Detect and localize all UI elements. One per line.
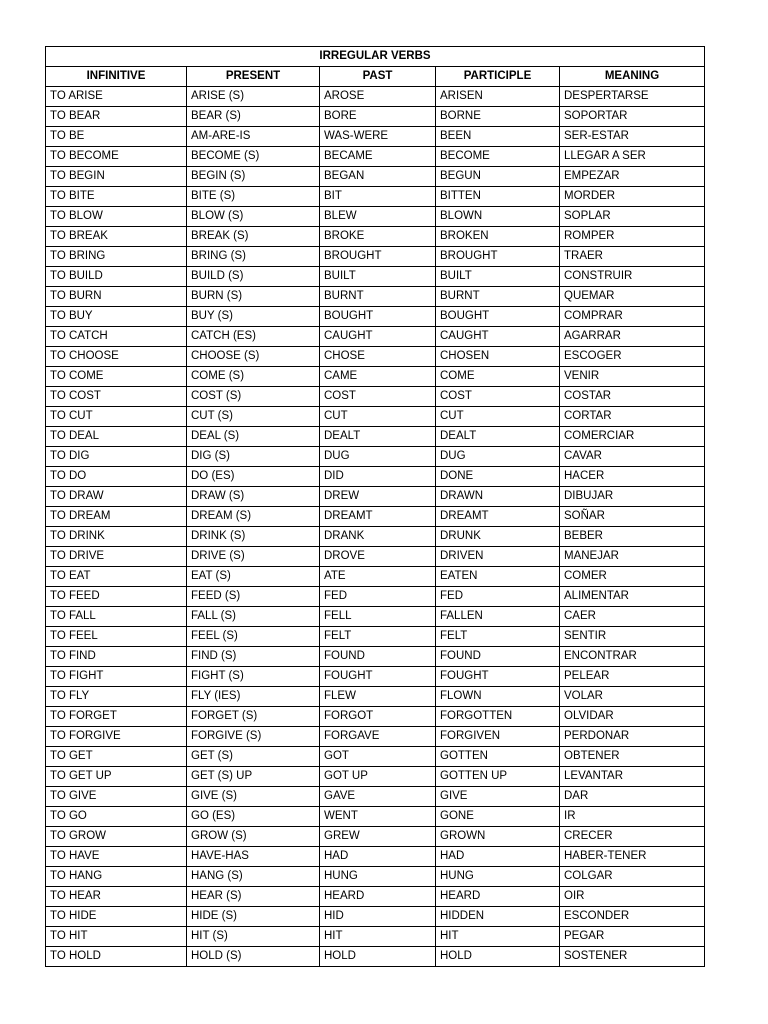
table-row [46,507,705,527]
participle-cell: FLOWN [436,687,560,707]
participle-cell: DRAWN [436,487,560,507]
infinitive-cell: TO GET [46,747,187,767]
participle-cell: HIT [436,927,560,947]
present-cell: FEED (S) [187,587,320,607]
present-cell: BITE (S) [187,187,320,207]
table-row [46,167,705,187]
infinitive-cell: TO BUILD [46,267,187,287]
past-cell: AROSE [320,87,436,107]
table-row [46,567,705,587]
participle-cell: CHOSEN [436,347,560,367]
infinitive-cell: TO GROW [46,827,187,847]
table-row [46,827,705,847]
past-cell: FELT [320,627,436,647]
participle-cell: DEALT [436,427,560,447]
present-cell: FALL (S) [187,607,320,627]
past-cell: BEGAN [320,167,436,187]
infinitive-cell: TO DEAL [46,427,187,447]
infinitive-cell: TO GIVE [46,787,187,807]
participle-cell: FORGIVEN [436,727,560,747]
meaning-cell: PERDONAR [560,727,705,747]
meaning-cell: LEVANTAR [560,767,705,787]
meaning-cell: TRAER [560,247,705,267]
present-cell: BLOW (S) [187,207,320,227]
table-row [46,187,705,207]
table-row [46,807,705,827]
present-cell: BREAK (S) [187,227,320,247]
participle-cell: GOTTEN UP [436,767,560,787]
present-cell: CUT (S) [187,407,320,427]
present-cell: BEAR (S) [187,107,320,127]
present-cell: CHOOSE (S) [187,347,320,367]
meaning-cell: CAER [560,607,705,627]
past-cell: GOT [320,747,436,767]
past-cell: FED [320,587,436,607]
meaning-cell: COLGAR [560,867,705,887]
column-header-present: PRESENT [187,67,320,87]
past-cell: BIT [320,187,436,207]
participle-cell: BEEN [436,127,560,147]
past-cell: COST [320,387,436,407]
infinitive-cell: TO COST [46,387,187,407]
past-cell: CAME [320,367,436,387]
infinitive-cell: TO BRING [46,247,187,267]
infinitive-cell: TO BEAR [46,107,187,127]
past-cell: BUILT [320,267,436,287]
table-row [46,887,705,907]
infinitive-cell: TO HAVE [46,847,187,867]
header-row [46,67,705,87]
table-row [46,447,705,467]
present-cell: BEGIN (S) [187,167,320,187]
meaning-cell: SOPORTAR [560,107,705,127]
meaning-cell: MANEJAR [560,547,705,567]
participle-cell: HAD [436,847,560,867]
past-cell: HOLD [320,947,436,967]
meaning-cell: COMERCIAR [560,427,705,447]
table-row [46,407,705,427]
meaning-cell: ESCONDER [560,907,705,927]
table-row [46,647,705,667]
past-cell: DRANK [320,527,436,547]
table-row [46,467,705,487]
past-cell: GOT UP [320,767,436,787]
meaning-cell: ALIMENTAR [560,587,705,607]
meaning-cell: PELEAR [560,667,705,687]
present-cell: CATCH (ES) [187,327,320,347]
table-row [46,327,705,347]
past-cell: CAUGHT [320,327,436,347]
meaning-cell: DAR [560,787,705,807]
table-title: IRREGULAR VERBS [46,47,705,67]
infinitive-cell: TO HIDE [46,907,187,927]
participle-cell: FELT [436,627,560,647]
present-cell: FLY (IES) [187,687,320,707]
past-cell: WENT [320,807,436,827]
past-cell: BORE [320,107,436,127]
participle-cell: BROUGHT [436,247,560,267]
column-header-infinitive: INFINITIVE [46,67,187,87]
past-cell: FOUGHT [320,667,436,687]
participle-cell: GONE [436,807,560,827]
participle-cell: BORNE [436,107,560,127]
participle-cell: DRIVEN [436,547,560,567]
past-cell: WAS-WERE [320,127,436,147]
infinitive-cell: TO FIGHT [46,667,187,687]
table-row [46,267,705,287]
table-row [46,627,705,647]
participle-cell: GIVE [436,787,560,807]
present-cell: HEAR (S) [187,887,320,907]
participle-cell: EATEN [436,567,560,587]
infinitive-cell: TO DREAM [46,507,187,527]
meaning-cell: IR [560,807,705,827]
table-row [46,367,705,387]
past-cell: BROUGHT [320,247,436,267]
present-cell: GET (S) UP [187,767,320,787]
table-row [46,87,705,107]
table-row [46,107,705,127]
present-cell: FORGIVE (S) [187,727,320,747]
meaning-cell: SOÑAR [560,507,705,527]
present-cell: BRING (S) [187,247,320,267]
table-row [46,307,705,327]
participle-cell: BROKEN [436,227,560,247]
infinitive-cell: TO GET UP [46,767,187,787]
past-cell: DREAMT [320,507,436,527]
participle-cell: HUNG [436,867,560,887]
table-row [46,527,705,547]
present-cell: AM-ARE-IS [187,127,320,147]
column-header-meaning: MEANING [560,67,705,87]
meaning-cell: AGARRAR [560,327,705,347]
present-cell: FIND (S) [187,647,320,667]
present-cell: COST (S) [187,387,320,407]
meaning-cell: OBTENER [560,747,705,767]
meaning-cell: PEGAR [560,927,705,947]
meaning-cell: HACER [560,467,705,487]
past-cell: FORGOT [320,707,436,727]
meaning-cell: SOSTENER [560,947,705,967]
past-cell: FORGAVE [320,727,436,747]
table-row [46,687,705,707]
infinitive-cell: TO BUY [46,307,187,327]
meaning-cell: SENTIR [560,627,705,647]
table-row [46,747,705,767]
column-header-past: PAST [320,67,436,87]
meaning-cell: LLEGAR A SER [560,147,705,167]
infinitive-cell: TO GO [46,807,187,827]
table-row [46,867,705,887]
present-cell: GO (ES) [187,807,320,827]
past-cell: HIT [320,927,436,947]
table-row [46,207,705,227]
participle-cell: DONE [436,467,560,487]
present-cell: DRIVE (S) [187,547,320,567]
participle-cell: HOLD [436,947,560,967]
past-cell: FLEW [320,687,436,707]
table-row [46,587,705,607]
infinitive-cell: TO HEAR [46,887,187,907]
participle-cell: BEGUN [436,167,560,187]
irregular-verbs-table [45,46,705,967]
participle-cell: BLOWN [436,207,560,227]
participle-cell: FOUND [436,647,560,667]
present-cell: DIG (S) [187,447,320,467]
meaning-cell: CORTAR [560,407,705,427]
present-cell: GET (S) [187,747,320,767]
meaning-cell: COMER [560,567,705,587]
meaning-cell: ESCOGER [560,347,705,367]
table-row [46,787,705,807]
participle-cell: FORGOTTEN [436,707,560,727]
meaning-cell: DESPERTARSE [560,87,705,107]
infinitive-cell: TO CUT [46,407,187,427]
present-cell: BUILD (S) [187,267,320,287]
past-cell: ATE [320,567,436,587]
present-cell: DEAL (S) [187,427,320,447]
past-cell: BURNT [320,287,436,307]
table-row [46,487,705,507]
past-cell: DEALT [320,427,436,447]
past-cell: DID [320,467,436,487]
meaning-cell: CONSTRUIR [560,267,705,287]
meaning-cell: MORDER [560,187,705,207]
participle-cell: CAUGHT [436,327,560,347]
table-row [46,847,705,867]
infinitive-cell: TO DO [46,467,187,487]
past-cell: HID [320,907,436,927]
participle-cell: GROWN [436,827,560,847]
meaning-cell: SER-ESTAR [560,127,705,147]
infinitive-cell: TO FORGIVE [46,727,187,747]
table-row [46,227,705,247]
past-cell: DREW [320,487,436,507]
infinitive-cell: TO HOLD [46,947,187,967]
infinitive-cell: TO BLOW [46,207,187,227]
participle-cell: CUT [436,407,560,427]
infinitive-cell: TO HIT [46,927,187,947]
column-header-participle: PARTICIPLE [436,67,560,87]
infinitive-cell: TO DRIVE [46,547,187,567]
present-cell: HIT (S) [187,927,320,947]
infinitive-cell: TO FEED [46,587,187,607]
table-row [46,147,705,167]
past-cell: FELL [320,607,436,627]
infinitive-cell: TO FIND [46,647,187,667]
past-cell: HEARD [320,887,436,907]
participle-cell: FOUGHT [436,667,560,687]
infinitive-cell: TO BECOME [46,147,187,167]
present-cell: GIVE (S) [187,787,320,807]
past-cell: HUNG [320,867,436,887]
table-row [46,347,705,367]
table-row [46,947,705,967]
present-cell: COME (S) [187,367,320,387]
infinitive-cell: TO FALL [46,607,187,627]
meaning-cell: ENCONTRAR [560,647,705,667]
infinitive-cell: TO FLY [46,687,187,707]
present-cell: ARISE (S) [187,87,320,107]
present-cell: HOLD (S) [187,947,320,967]
table-row [46,427,705,447]
infinitive-cell: TO CATCH [46,327,187,347]
participle-cell: GOTTEN [436,747,560,767]
present-cell: BURN (S) [187,287,320,307]
participle-cell: HEARD [436,887,560,907]
table-row [46,607,705,627]
table-row [46,727,705,747]
meaning-cell: EMPEZAR [560,167,705,187]
participle-cell: DUG [436,447,560,467]
infinitive-cell: TO BE [46,127,187,147]
past-cell: GAVE [320,787,436,807]
table-row [46,907,705,927]
meaning-cell: OLVIDAR [560,707,705,727]
present-cell: GROW (S) [187,827,320,847]
present-cell: FEEL (S) [187,627,320,647]
table-row [46,127,705,147]
participle-cell: BURNT [436,287,560,307]
infinitive-cell: TO DIG [46,447,187,467]
meaning-cell: COMPRAR [560,307,705,327]
past-cell: BECAME [320,147,436,167]
table-row [46,707,705,727]
participle-cell: BOUGHT [436,307,560,327]
table-row [46,547,705,567]
meaning-cell: DIBUJAR [560,487,705,507]
infinitive-cell: TO ARISE [46,87,187,107]
meaning-cell: HABER-TENER [560,847,705,867]
participle-cell: ARISEN [436,87,560,107]
present-cell: DRINK (S) [187,527,320,547]
participle-cell: FALLEN [436,607,560,627]
infinitive-cell: TO FEEL [46,627,187,647]
present-cell: HAVE-HAS [187,847,320,867]
table-row [46,287,705,307]
meaning-cell: BEBER [560,527,705,547]
past-cell: DROVE [320,547,436,567]
present-cell: DRAW (S) [187,487,320,507]
infinitive-cell: TO BEGIN [46,167,187,187]
past-cell: BLEW [320,207,436,227]
infinitive-cell: TO CHOOSE [46,347,187,367]
infinitive-cell: TO BURN [46,287,187,307]
past-cell: HAD [320,847,436,867]
table-row [46,927,705,947]
participle-cell: BECOME [436,147,560,167]
meaning-cell: VOLAR [560,687,705,707]
infinitive-cell: TO EAT [46,567,187,587]
table-row [46,387,705,407]
participle-cell: BUILT [436,267,560,287]
present-cell: EAT (S) [187,567,320,587]
participle-cell: FED [436,587,560,607]
present-cell: FORGET (S) [187,707,320,727]
meaning-cell: ROMPER [560,227,705,247]
participle-cell: COME [436,367,560,387]
participle-cell: COST [436,387,560,407]
infinitive-cell: TO COME [46,367,187,387]
present-cell: DREAM (S) [187,507,320,527]
past-cell: CHOSE [320,347,436,367]
infinitive-cell: TO DRAW [46,487,187,507]
participle-cell: DREAMT [436,507,560,527]
meaning-cell: QUEMAR [560,287,705,307]
meaning-cell: CAVAR [560,447,705,467]
infinitive-cell: TO BITE [46,187,187,207]
participle-cell: HIDDEN [436,907,560,927]
past-cell: GREW [320,827,436,847]
past-cell: FOUND [320,647,436,667]
table-row [46,247,705,267]
present-cell: HIDE (S) [187,907,320,927]
participle-cell: BITTEN [436,187,560,207]
meaning-cell: COSTAR [560,387,705,407]
infinitive-cell: TO FORGET [46,707,187,727]
present-cell: BECOME (S) [187,147,320,167]
table-row [46,667,705,687]
past-cell: BOUGHT [320,307,436,327]
past-cell: BROKE [320,227,436,247]
meaning-cell: VENIR [560,367,705,387]
infinitive-cell: TO BREAK [46,227,187,247]
table-row [46,767,705,787]
past-cell: DUG [320,447,436,467]
infinitive-cell: TO HANG [46,867,187,887]
meaning-cell: SOPLAR [560,207,705,227]
table-body [46,87,705,967]
meaning-cell: OIR [560,887,705,907]
present-cell: HANG (S) [187,867,320,887]
present-cell: BUY (S) [187,307,320,327]
past-cell: CUT [320,407,436,427]
title-row [46,47,705,67]
infinitive-cell: TO DRINK [46,527,187,547]
participle-cell: DRUNK [436,527,560,547]
meaning-cell: CRECER [560,827,705,847]
present-cell: DO (ES) [187,467,320,487]
present-cell: FIGHT (S) [187,667,320,687]
